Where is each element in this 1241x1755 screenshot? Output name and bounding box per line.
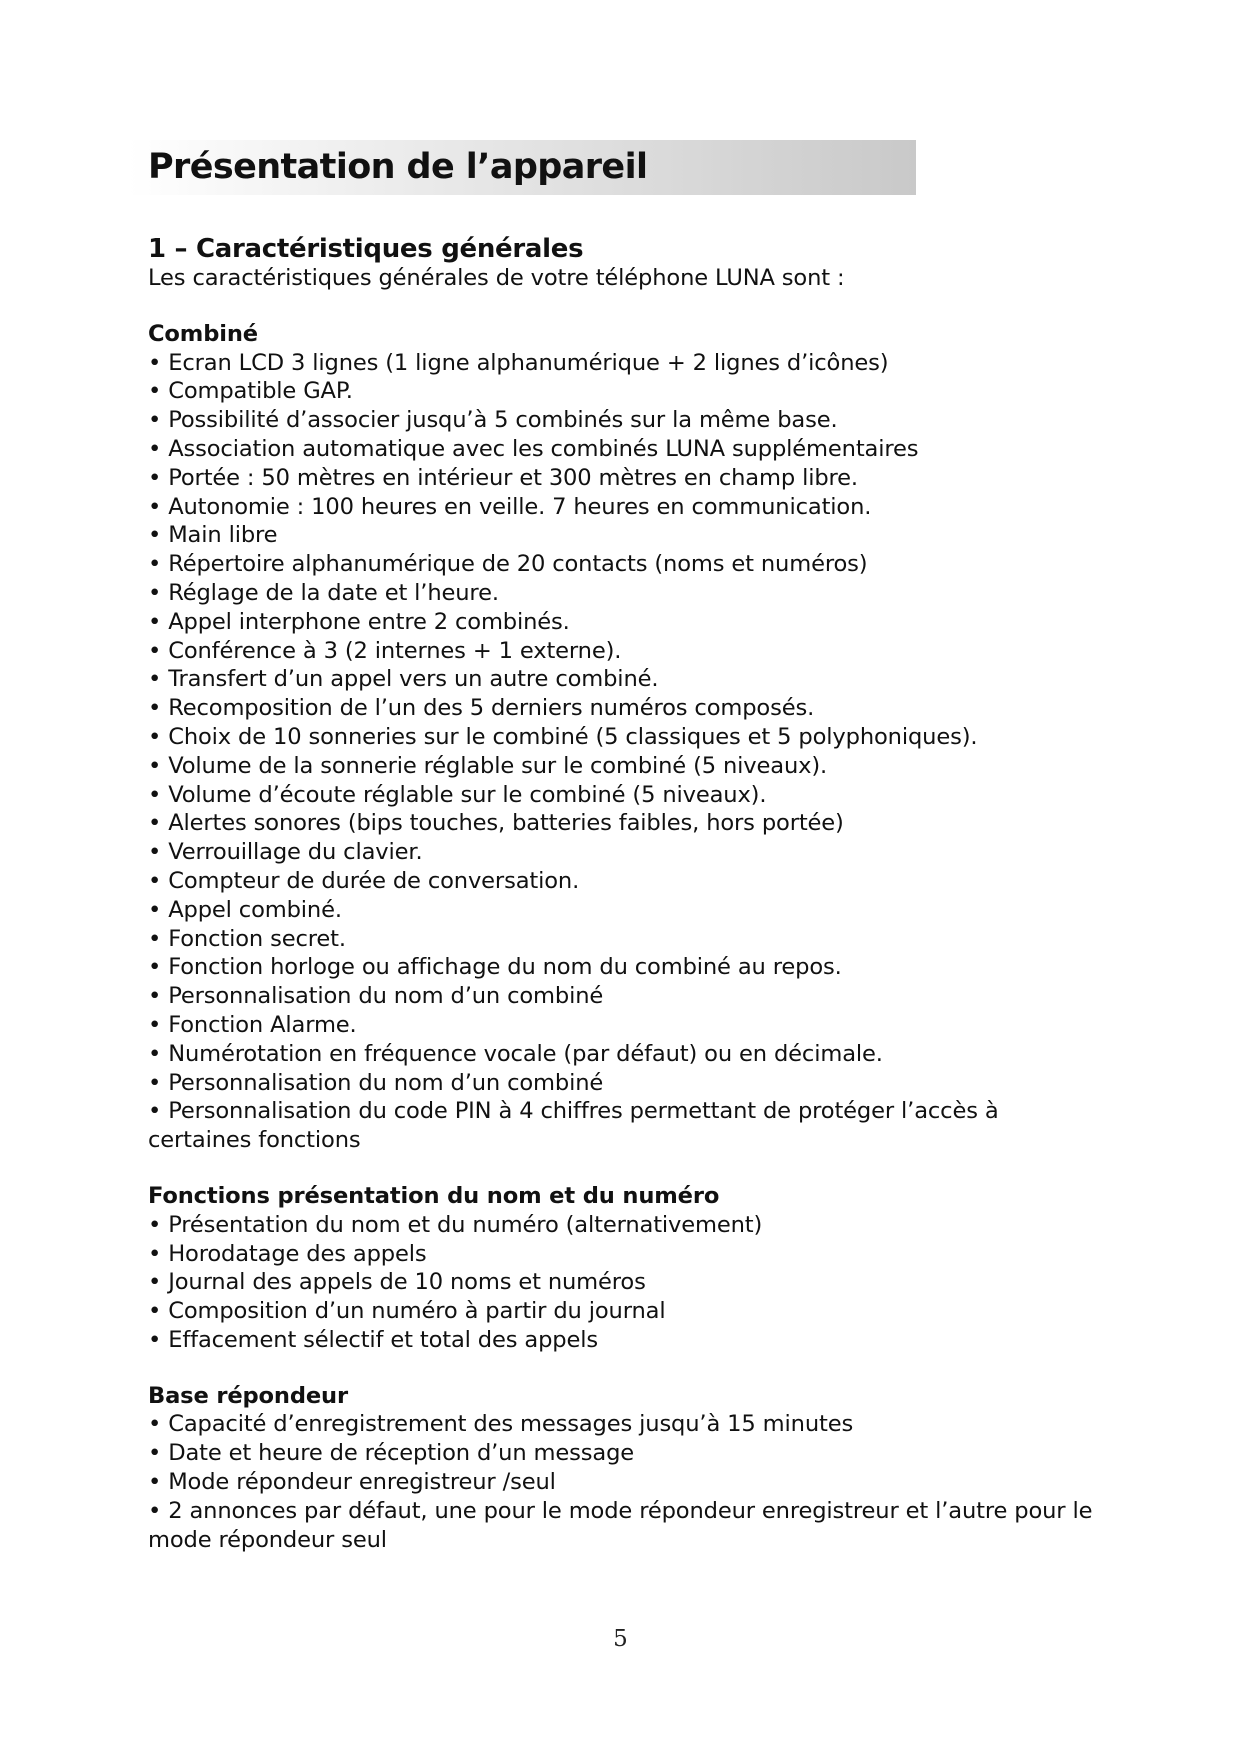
list-item: • Fonction secret. bbox=[148, 925, 346, 952]
group-title: Fonctions présentation du nom et du numéro bbox=[148, 1182, 720, 1209]
feature-list bbox=[148, 1211, 1108, 1355]
list-item: • Effacement sélectif et total des appels bbox=[148, 1326, 598, 1353]
list-item: • Autonomie : 100 heures en veille. 7 heures en communication. bbox=[148, 493, 872, 520]
list-item: • Portée : 50 mètres en intérieur et 300 mètres en champ libre. bbox=[148, 464, 858, 491]
list-item: • Conférence à 3 (2 internes + 1 externe). bbox=[148, 637, 622, 664]
list-item: • Personnalisation du nom d’un combiné bbox=[148, 1069, 604, 1096]
list-item: • Réglage de la date et l’heure. bbox=[148, 579, 499, 606]
section-heading: 1 – Caractéristiques générales bbox=[148, 234, 584, 264]
list-item: • Volume de la sonnerie réglable sur le combiné (5 niveaux). bbox=[148, 752, 828, 779]
list-item: • Date et heure de réception d’un message bbox=[148, 1440, 635, 1467]
list-item: • Numérotation en fréquence vocale (par défaut) ou en décimale. bbox=[148, 1040, 883, 1067]
list-item: • Appel combiné. bbox=[148, 896, 342, 923]
list-item: • Association automatique avec les combinés LUNA supplémentaires bbox=[148, 435, 919, 462]
list-item: • Fonction Alarme. bbox=[148, 1011, 357, 1038]
list-item: • Personnalisation du code PIN à 4 chiffres permettant de protéger l’accès à certaines fonctions bbox=[148, 1098, 999, 1154]
list-item: • Répertoire alphanumérique de 20 contacts (noms et numéros) bbox=[148, 551, 868, 578]
list-item: • Capacité d’enregistrement des messages jusqu’à 15 minutes bbox=[148, 1411, 854, 1438]
list-item: • Choix de 10 sonneries sur le combiné (5 classiques et 5 polyphoniques). bbox=[148, 723, 978, 750]
list-item: • Main libre bbox=[148, 522, 278, 549]
page-title-band bbox=[128, 140, 916, 195]
list-item: • Compteur de durée de conversation. bbox=[148, 867, 580, 894]
list-item: • Mode répondeur enregistreur /seul bbox=[148, 1469, 556, 1496]
list-item: • Présentation du nom et du numéro (alternativement) bbox=[148, 1211, 763, 1238]
group-combine bbox=[148, 320, 1108, 1155]
group-title: Base répondeur bbox=[148, 1382, 348, 1409]
page-title: Présentation de l’appareil bbox=[148, 147, 648, 187]
feature-list bbox=[148, 349, 1108, 1155]
list-item: • Ecran LCD 3 lignes (1 ligne alphanumérique + 2 lignes d’icônes) bbox=[148, 349, 889, 376]
list-item: • Journal des appels de 10 noms et numéros bbox=[148, 1269, 646, 1296]
list-item: • Fonction horloge ou affichage du nom du combiné au repos. bbox=[148, 954, 842, 981]
group-answering-base bbox=[148, 1382, 1108, 1555]
list-item: • Appel interphone entre 2 combinés. bbox=[148, 608, 570, 635]
page-number: 5 bbox=[613, 1626, 628, 1652]
list-item: • Possibilité d’associer jusqu’à 5 combinés sur la même base. bbox=[148, 407, 838, 434]
group-title: Combiné bbox=[148, 320, 258, 347]
group-caller-id bbox=[148, 1182, 1108, 1355]
list-item: • Volume d’écoute réglable sur le combiné (5 niveaux). bbox=[148, 781, 767, 808]
list-item: • Composition d’un numéro à partir du journal bbox=[148, 1298, 666, 1325]
feature-list bbox=[148, 1410, 1108, 1554]
list-item: • Transfert d’un appel vers un autre combiné. bbox=[148, 666, 659, 693]
list-item: • Alertes sonores (bips touches, batteries faibles, hors portée) bbox=[148, 810, 844, 837]
list-item: • Horodatage des appels bbox=[148, 1240, 427, 1267]
list-item: • Recomposition de l’un des 5 derniers numéros composés. bbox=[148, 695, 815, 722]
section-intro: Les caractéristiques générales de votre téléphone LUNA sont : bbox=[148, 265, 845, 291]
list-item: • 2 annonces par défaut, une pour le mode répondeur enregistreur et l’autre pour le mode répondeur seul bbox=[148, 1497, 1093, 1553]
list-item: • Verrouillage du clavier. bbox=[148, 839, 423, 866]
list-item: • Compatible GAP. bbox=[148, 378, 353, 405]
document-body bbox=[148, 234, 1108, 1554]
list-item: • Personnalisation du nom d’un combiné bbox=[148, 983, 604, 1010]
